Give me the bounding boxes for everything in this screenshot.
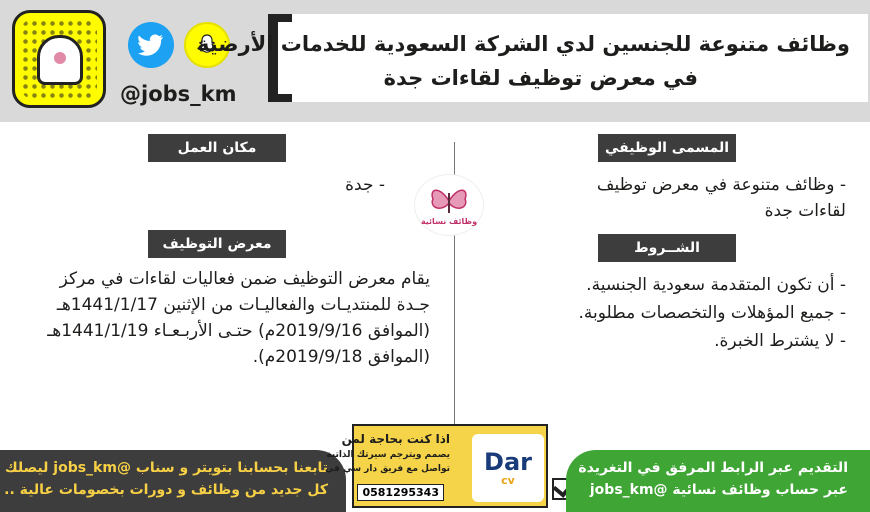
footer-follow-banner bbox=[0, 450, 346, 512]
footer-follow-line1: تابعنا بحسابنا بتويتر و سناب @jobs_km ليصلك bbox=[4, 460, 328, 476]
brand-cv: cv bbox=[501, 473, 515, 487]
bracket-top bbox=[268, 14, 292, 22]
handle-text: @jobs_km bbox=[120, 82, 237, 106]
brand-dar: Dar bbox=[484, 447, 532, 476]
darcv-ad[interactable] bbox=[324, 424, 548, 508]
location-value: - جدة bbox=[345, 175, 385, 195]
ad-line1: اذا كنت بحاجة لمن bbox=[341, 432, 450, 446]
job-title-label: المسمى الوظيفي bbox=[598, 134, 736, 162]
butterfly-logo-icon bbox=[414, 174, 484, 236]
footer-apply-banner[interactable] bbox=[566, 450, 870, 512]
location-label: مكان العمل bbox=[148, 134, 286, 162]
job-fair-line: (الموافق 2019/9/16م) حتـى الأربـعـاء 1441/1/19هـ bbox=[47, 321, 430, 341]
job-fair-line: يقام معرض التوظيف ضمن فعاليات لقاءات في مركز bbox=[59, 269, 430, 289]
job-fair-label: معرض التوظيف bbox=[148, 230, 286, 258]
snapchat-ghost-icon bbox=[37, 35, 83, 85]
twitter-icon[interactable] bbox=[128, 22, 174, 68]
job-fair-line: (الموافق 2019/9/18م). bbox=[252, 347, 430, 367]
job-title-line2: لقاءات جدة bbox=[764, 201, 846, 221]
darcv-logo bbox=[472, 434, 544, 502]
condition-item: - لا يشترط الخبرة. bbox=[714, 331, 846, 351]
ad-line2: يصمم ويترجم سيرتك الذاتية bbox=[326, 450, 450, 460]
ad-phone: 0581295343 bbox=[357, 484, 444, 501]
page-title-line1: وظائف متنوعة للجنسين لدي الشركة السعودية للخدمات الأرضية bbox=[196, 32, 850, 56]
footer-apply-line1: التقديم عبر الرابط المرفق في التغريدة bbox=[578, 460, 848, 476]
condition-item: - جميع المؤهلات والتخصصات مطلوبة. bbox=[578, 303, 846, 323]
job-title-line1: - وظائف متنوعة في معرض توظيف bbox=[596, 175, 846, 195]
condition-item: - أن تكون المتقدمة سعودية الجنسية. bbox=[586, 275, 846, 295]
page-title-line2: في معرض توظيف لقاءات جدة bbox=[383, 66, 698, 90]
footer-apply-line2: عبر حساب وظائف نسائية @jobs_km bbox=[589, 482, 848, 498]
bracket-bottom bbox=[268, 94, 292, 102]
snapcode-icon[interactable] bbox=[12, 10, 106, 108]
title-box bbox=[196, 14, 868, 102]
conditions-label: الشــروط bbox=[598, 234, 736, 262]
job-fair-line: جـدة للمنتديـات والفعاليـات من الإثنين 1441/1/17هـ bbox=[56, 295, 430, 315]
logo-label: وظائف نسائية bbox=[420, 216, 478, 226]
ad-line3: تواصل مع فريق دار سي في bbox=[324, 464, 450, 474]
footer-follow-line2: كل جديد من وظائف و دورات بخصومات عالية .. bbox=[4, 482, 328, 498]
